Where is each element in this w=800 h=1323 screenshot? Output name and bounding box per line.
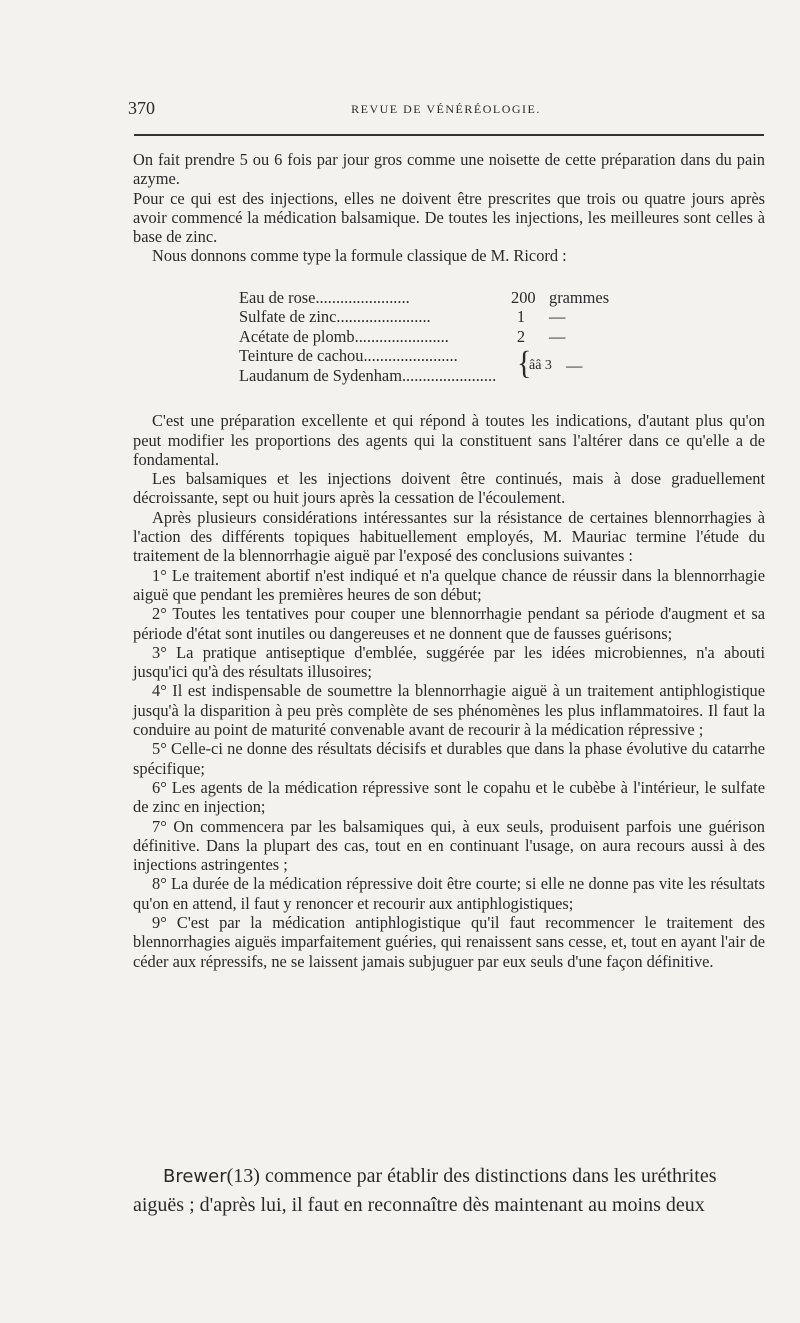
conclusion-item: 9° C'est par la médication antiphlogistique qu'il faut recommencer le traitement des blennorrhagies aiguës imparfaitement guéries, qui renaissent sans cesse, et, tout en ayant l'air de céder aux répressifs, ne se laissent jamais subjuguer par eux seuls d'une façon définitive. <box>133 913 765 971</box>
paragraph: Nous donnons comme type la formule classique de M. Ricord : <box>152 246 567 266</box>
conclusion-item: 2° Toutes les tentatives pour couper une blennorrhagie pendant sa période d'augment et sa période d'état sont inutiles ou dangereuses et ne donnent que de fausses guérisons; <box>133 604 765 643</box>
ingredient-quantity: 1 <box>516 307 526 327</box>
formula-row <box>239 288 659 308</box>
paragraph: C'est une préparation excellente et qui répond à toutes les indications, d'autant plus qu'on peut modifier les proportions des agents qui la constituent sans l'altérer dans ce qu'elle a de fondamental. <box>133 411 765 469</box>
header-rule <box>134 134 764 136</box>
ingredient-quantity: ââ 3 <box>529 358 552 374</box>
formula-group-names <box>239 346 511 385</box>
ingredient-unit: — <box>549 326 566 346</box>
next-section-text <box>133 1162 763 1219</box>
ingredient-name: Laudanum de Sydenham....................... <box>239 365 497 385</box>
ricord-formula <box>239 288 659 386</box>
ingredient-unit: — <box>565 356 583 376</box>
paragraph: Les balsamiques et les injections doivent être continués, mais à dose graduellement décroissante, sept ou huit jours après la cessation de l'écoulement. <box>133 469 765 508</box>
ingredient-name: Acétate de plomb....................... <box>239 326 449 346</box>
ingredient-name: Sulfate de zinc....................... <box>239 307 431 327</box>
final-line-2: aiguës ; d'après lui, il faut en reconnaître dès maintenant au moins deux <box>133 1194 705 1216</box>
conclusion-item: 1° Le traitement abortif n'est indiqué et n'a quelque chance de réussir dans la blennorrhagie aiguë que pendant les premières heures de son début; <box>133 565 765 604</box>
body-text <box>133 150 765 971</box>
conclusion-item: 4° Il est indispensable de soumettre la blennorrhagie aiguë à un traitement antiphlogistique jusqu'à la disparition à peu près complète de ses phénomènes les plus inflammatoires. Il faut la conduire au point de maturité convenable avant de recourir à la médication répressive ; <box>133 681 765 740</box>
author-name: Brewer <box>163 1166 227 1187</box>
page-header <box>128 98 764 128</box>
running-title: REVUE DE VÉNÉRÉOLOGIE. <box>351 102 541 116</box>
final-line-1 <box>163 1162 763 1191</box>
conclusion-item: 3° La pratique antiseptique d'emblée, suggérée par les idées microbiennes, n'a abouti jusqu'ici qu'à des résultats illusoires; <box>133 642 765 682</box>
ingredient-quantity: 200 <box>511 287 536 307</box>
conclusion-item: 7° On commencera par les balsamiques qui, à eux seuls, produisent parfois une guérison définitive. Dans la plupart des cas, tout en en continuant l'usage, on aura recours aussi à des injections astringentes ; <box>133 816 765 875</box>
ingredient-name: Eau de rose....................... <box>239 287 410 307</box>
formula-row <box>239 307 659 327</box>
ingredient-name: Teinture de cachou....................... <box>239 346 458 366</box>
conclusion-item: 6° Les agents de la médication répressive sont le copahu et le cubèbe à l'intérieur, le sulfate de zinc en injection; <box>133 777 765 817</box>
conclusion-item: 5° Celle-ci ne donne des résultats décisifs et durables que dans la phase évolutive du catarrhe spécifique; <box>133 739 765 778</box>
final-line-1-text: commence par établir des distinctions dans les uréthrites <box>259 1165 717 1187</box>
formula-row <box>239 327 659 347</box>
paragraph: Après plusieurs considérations intéressantes sur la résistance de certaines blennorrhagies à l'action des différents topiques habituellement employés, M. Mauriac termine l'étude du traitement de la blennorrhagie aiguë par l'exposé des conclusions suivantes : <box>133 507 765 566</box>
page-number: 370 <box>128 98 155 118</box>
paragraph: Pour ce qui est des injections, elles ne doivent être prescrites que trois ou quatre jours après avoir commencé la médication balsamique. De toutes les injections, les meilleures sont celles à base de zinc. <box>133 188 765 247</box>
brace-symbol: { <box>517 345 532 382</box>
ingredient-unit: — <box>549 307 566 327</box>
conclusion-item: 8° La durée de la médication répressive doit être courte; si elle ne donne pas vite les résultats qu'on en attend, il faut y renoncer et recourir aux antiphlogistiques; <box>133 874 765 913</box>
ingredient-quantity: 2 <box>516 326 526 346</box>
formula-group <box>239 346 659 385</box>
reference-number: (13) <box>226 1165 260 1187</box>
paragraph: On fait prendre 5 ou 6 fois par jour gros comme une noisette de cette préparation dans du pain azyme. <box>133 150 765 189</box>
ingredient-unit: grammes <box>549 287 610 307</box>
